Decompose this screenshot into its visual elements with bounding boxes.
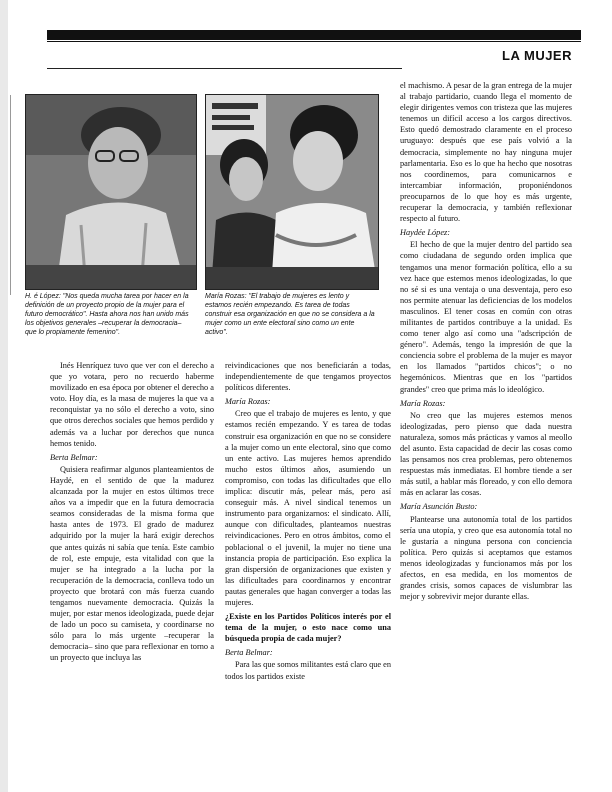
header-rule: [47, 41, 581, 42]
section-rule: [47, 68, 402, 69]
speaker-name: Berta Belmar:: [50, 452, 98, 462]
interview-question: ¿Existe en los Partidos Políticos interés por el tema de la mujer, o esto nace como una búsqueda propia de cada mujer?: [225, 612, 391, 644]
photo-maria-rozas: [205, 94, 379, 290]
speaker-name: Haydée López:: [400, 228, 450, 238]
photo-caption-right: María Rozas: "El trabajo de mujeres es lento y estamos recién empezando. Es tarea de todas construir esa organización en que no se considera a la mujer como un ente electoral sino como un ente activo".: [205, 293, 375, 336]
article-column-3: [400, 80, 572, 603]
section-title: LA MUJER: [502, 48, 572, 63]
paragraph: el machismo. A pesar de la gran entrega de la mujer al trabajo partidario, cuando llega el momento de elegir dirigentes vemos con tristeza que las mujeres tenemos un difícil acceso a los cargos directivos. Esto quedó demostrado claramente en el proceso uruguayo: después que ese país volvió a la democracia, simplemente no hay ninguna mujer parlamentaria. Eso es lo que ha hecho que nosotras nos coordinemos, para comunicarnos e intercambiar información, proponiéndonos preocuparnos de lo que hoy es más urgente, recuperar la democracia, y también reflexionar respecto al futuro.: [400, 81, 572, 224]
scan-shadow-line: [10, 95, 11, 295]
header-bar: [47, 30, 581, 40]
paragraph: Quisiera reafirmar algunos planteamientos de Haydé, en el sentido de que la madurez alcanzada por la mujer en estos últimos trece años va a impedir que en la futura democracia seamos consideradas de la misma forma que hasta antes de 1973. El grado de madurez adquirido por la mujer la hará exigir derechos que antes quizás ni sabía que tenía. Este cambio de rol, este empuje, esta vitalidad con que la mujer se ha integrado a la lucha por la recuperación de la democracia, conlleva todo un proyecto que brotará con más fuerza cuando tengamos nuevamente democracia. Quizás la mujer, por estar menos ideologizada, puede dejar de lado un poco su camiseta, y coordinarse no sólo para lo más urgente –recuperar la democracia– sino que para reflexionar en torno a un proyecto que incluya las: [50, 464, 214, 663]
photo-woman-glasses-image: [26, 95, 196, 289]
article-column-1: [50, 360, 214, 665]
speaker-name: María Rozas:: [400, 398, 446, 408]
photo-haydee-lopez: [25, 94, 197, 290]
paragraph: Inés Henríquez tuvo que ver con el derecho a que yo votara, pero no recuerdo haberme movilizado en esa época por obtener el derecho a voto. Hoy día, es la masa de mujeres la que va a reconquistar ya no sólo el derecho a voto, sino que otros derechos sociales que hemos perdido y además va a luchar por derechos que nunca hemos tenido.: [50, 361, 214, 448]
speaker-name: María Rozas:: [225, 397, 271, 407]
paragraph: El hecho de que la mujer dentro del partido sea como ciudadana de segundo orden implica que tengamos una menor formación política, ello a su vez hace que estemos menos ideologizadas, lo que no sé si es una ventaja o una desventaja, pero eso nos permite atenuar las deficiencias de los modelos masculinos. El tener cosas en común con otras militantes de partidos contribuye a la unidad. Es como tener algo así como una "adscripción de género". Además, tengo la impresión de que la conciencia sobre el problema de la mujer es mayor en los llamados "partidos chicos"; o no hegemónicos. Mientras que en los "partidos grandes" creo que prima más lo ideológico.: [400, 240, 572, 394]
photo-caption-left: H. é López: "Nos queda mucha tarea por hacer en la definición de un proyecto propio de la mujer para el futuro democrático". Hasta ahora nos han unido más los objetivos generales –recuperar la democracia– que lo propiamente femenino".: [25, 293, 189, 336]
scan-edge: [0, 0, 8, 792]
photo-two-women-image: [206, 95, 378, 289]
speaker-name: María Asunción Busto:: [400, 502, 478, 512]
paragraph: Plantearse una autonomía total de los partidos sería una utopía, y creo que esa autonomía total no le gustaría a ninguna persona con conciencia política. Pero quizás si aceptamos que estamos menos ideologizadas y funcionamos más por los afectos, en esa medida, en los momentos de grandes crisis, somos capaces de vislumbrar las mejor y sobrevivir mejor durante ellas.: [400, 514, 572, 602]
article-column-2: [225, 360, 391, 683]
paragraph: reivindicaciones que nos beneficiarán a todas, independientemente de que tengamos proyectos políticos diferentes.: [225, 361, 391, 393]
paragraph: No creo que las mujeres estemos menos ideologizadas, pero pienso que dada nuestra naturaleza, somos más prácticas y vamos al meollo del asunto. Esta capacidad de decir las cosas como las pensamos nos crea problemas, pero obtenemos respuestas más inmediatas. El hombre tiende a ser más sutil, a hablar más floreado, y con ello demora más en aclarar las cosas.: [400, 410, 572, 498]
speaker-name: Berta Belmar:: [225, 648, 273, 658]
paragraph: Para las que somos militantes está claro que en todos los partidos existe: [225, 660, 391, 681]
paragraph: Creo que el trabajo de mujeres es lento, y que estamos recién empezando. Y es tarea de todas construir esa organización en que no se considere a la mujer como un ente electoral, sino que como un ente activo. Las mujeres hemos aprendido mucho estos últimos años, asumiendo un compromiso, con todas las dificultades que ello implica: discutir más, pelear más, pero así conseguir más. A nivel sindical tenemos un instrumento para organizarnos: el sindicato. Allí, aunque con dificultades, planteamos nuestras reivindicaciones. Pero en otros ámbitos, como el poblacional o el juvenil, la mujer no tiene una instancia propia de participación. Eso explica la gran dispersión de organizaciones que existen y las dificultades para coordinarnos y encontrar pautas generales que hagan converger a todas las mujeres.: [225, 409, 391, 607]
